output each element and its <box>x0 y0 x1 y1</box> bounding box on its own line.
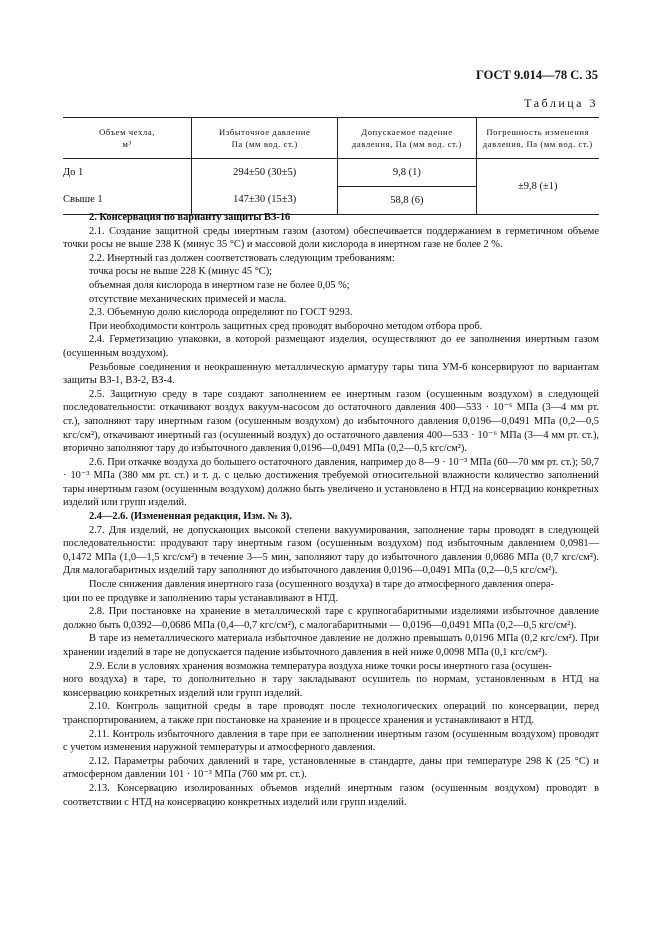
list-item: объемная доля кислорода в инертном газе не более 0,05 %; <box>89 279 350 291</box>
cell-pressure: 147±30 (15±3) <box>192 187 338 215</box>
paragraph: 2.6. При откачке воздуха до большего остаточного давления, например до 8—9 · 10⁻³ МПа (60—70 мм рт. ст.); 50,7 · 10⁻³ МПа (380 мм рт. ст.) и т. д. с целью достижения требуемой относительной влажности количество заполнений тары инертным газом (осушенным воздухом) должно быть увеличено и установлено в НТД на консервацию конкретных изделий или групп изделий. <box>63 456 599 509</box>
paragraph: 2.12. Параметры рабочих давлений в таре, установленные в стандарте, даны при температуре 298 К (25 °С) и атмосферном давлении 101 · 10⁻³ МПа (760 мм рт. ст.). <box>63 755 599 781</box>
table-header-row <box>63 118 599 159</box>
paragraph: 2.10. Контроль защитной среды в таре проводят после технологических операций по консервации, перед транспортированием, а также при постановке на хранение и в процессе хранения и устанавливают в НТД. <box>63 701 599 726</box>
paragraph: 2.13. Консервацию изолированных объемов изделий инертным газом (осушенным воздухом) проводят в соответствии с НТД на консервацию конкретных изделий или групп изделий. <box>63 782 599 808</box>
cell-drop: 58,8 (6) <box>338 187 476 215</box>
cell-pressure: 294±50 (30±5) <box>192 159 338 187</box>
cell-error: ±9,8 (±1) <box>476 159 599 215</box>
list-item: точка росы не выше 228 К (минус 45 °С); <box>89 266 273 278</box>
paragraph: 2.1. Создание защитной среды инертным газом (азотом) обеспечивается поддержанием в герметичном объеме точки росы не выше 238 К (минус 35 °С) и массовой доли кислорода в инертном газе не более 2 %. <box>63 225 599 251</box>
header-error: Погрешность изменения давления, Па (мм вод. ст.) <box>476 118 599 159</box>
cell-drop: 9,8 (1) <box>338 159 476 187</box>
document-body <box>63 211 599 809</box>
paragraph: 2.4. Герметизацию упаковки, в которой размещают изделия, осуществляют до ее заполнения инертным газом (осушенным воздухом). <box>63 334 599 359</box>
paragraph-continuation: ного воздуха) в таре, то дополнительно в тару закладывают осушитель по нормам, установленным в НТД на консервацию конкретных изделий или групп изделий. <box>63 674 599 699</box>
paragraph: При необходимости контроль защитных сред проводят выборочно методом отбора проб. <box>89 320 483 332</box>
paragraph: После снижения давления инертного газа (осушенного воздуха) в таре до атмосферного давления опера- <box>89 579 554 591</box>
list-item: отсутствие механических примесей и масла. <box>89 293 287 305</box>
paragraph: 2.11. Контроль избыточного давления в таре при ее заполнении инертным газом (осушенным воздухом) проводят с учетом изменения наружной температуры и атмосферного давления. <box>63 728 599 754</box>
paragraph: 2.8. При постановке на хранение в металлической таре с крупногабаритными изделиями избыточное давление должно быть 0,0392—0,0686 МПа (0,4—0,7 кгс/см²), с малогабаритными — 0,0196—0,0491 МПа (0,2—0,5 кгс/см²). <box>63 606 599 631</box>
paragraph-continuation: ции по ее продувке и заполнению тары устанавливают в НТД. <box>63 592 339 604</box>
table-row <box>63 159 599 187</box>
paragraph: Резьбовые соединения и неокрашенную металлическую арматуру тары типа УМ-6 консервируют по вариантам защиты ВЗ-1, ВЗ-2, ВЗ-4. <box>63 361 599 387</box>
paragraph: 2.3. Объемную долю кислорода определяют по ГОСТ 9293. <box>89 307 353 319</box>
cell-volume: До 1 <box>63 166 84 178</box>
paragraph: 2.2. Инертный газ должен соответствовать следующим требованиям: <box>89 252 395 264</box>
section-heading: 2. Консервация по варианту защиты ВЗ-16 <box>89 212 291 223</box>
pressure-table <box>63 117 599 215</box>
cell-volume: Свыше 1 <box>63 187 192 215</box>
paragraph: 2.9. Если в условиях хранения возможна температура воздуха ниже точки росы инертного газа (осушен- <box>89 660 552 672</box>
header-volume: Объем чехла, м³ <box>63 118 192 159</box>
amendment-note: 2.4—2.6. (Измененная редакция, Изм. № 3). <box>89 511 292 523</box>
paragraph: В таре из неметаллического материала избыточное давление не должно превышать 0,0196 МПа (0,2 кгс/см²). При хранении изделий в таре не допускается падение избыточного давления в ней ниже 0,0098 МПа (0,1 кгс/см²). <box>63 633 599 658</box>
header-excess-pressure: Избыточное давление Па (мм вод. ст.) <box>192 118 338 159</box>
page-header: ГОСТ 9.014—78 С. 35 <box>475 68 598 82</box>
paragraph: 2.7. Для изделий, не допускающих высокой степени вакуумирования, заполнение тары проводят в следующей последовательности: продувают тару инертным газом (осушенным воздухом) под избыточным давлением 0,0981—0,1472 МПа (1,0—1,5 кгс/см²) в течение 3—5 мин, заполняют тару до избыточного давления 0,0686 МПа (0,7 кгс/см²). Для малогабаритных изделий тару заполняют до избыточного давления 0,0196—0,0491 МПа (0,2—0,5 кгс/см²). <box>63 524 599 577</box>
paragraph: 2.5. Защитную среду в таре создают заполнением ее инертным газом (осушенным воздухом) в следующей последовательности: откачивают воздух вакуум-насосом до остаточного давления 400—533 · 10⁻⁶ МПа (3—4 мм рт. ст.), заполняют тару инертным газом (осушенным воздухом) до избыточного давления 0,0196—0,0491 МПа (0,2—0,5 кгс/см²), откачивают инертный газ (осушенный воздух) до остаточного давления 400—533 · 10⁻⁶ МПа (3—4 мм рт. ст.), вторично заполняют тару до избыточного давления 0,0196—0,0491 МПа (0,2—0,5 кгс/см²). <box>63 388 599 455</box>
table-caption: Таблица 3 <box>524 96 598 110</box>
header-allowed-drop: Допускаемое падение давления, Па (мм вод. ст.) <box>338 118 476 159</box>
